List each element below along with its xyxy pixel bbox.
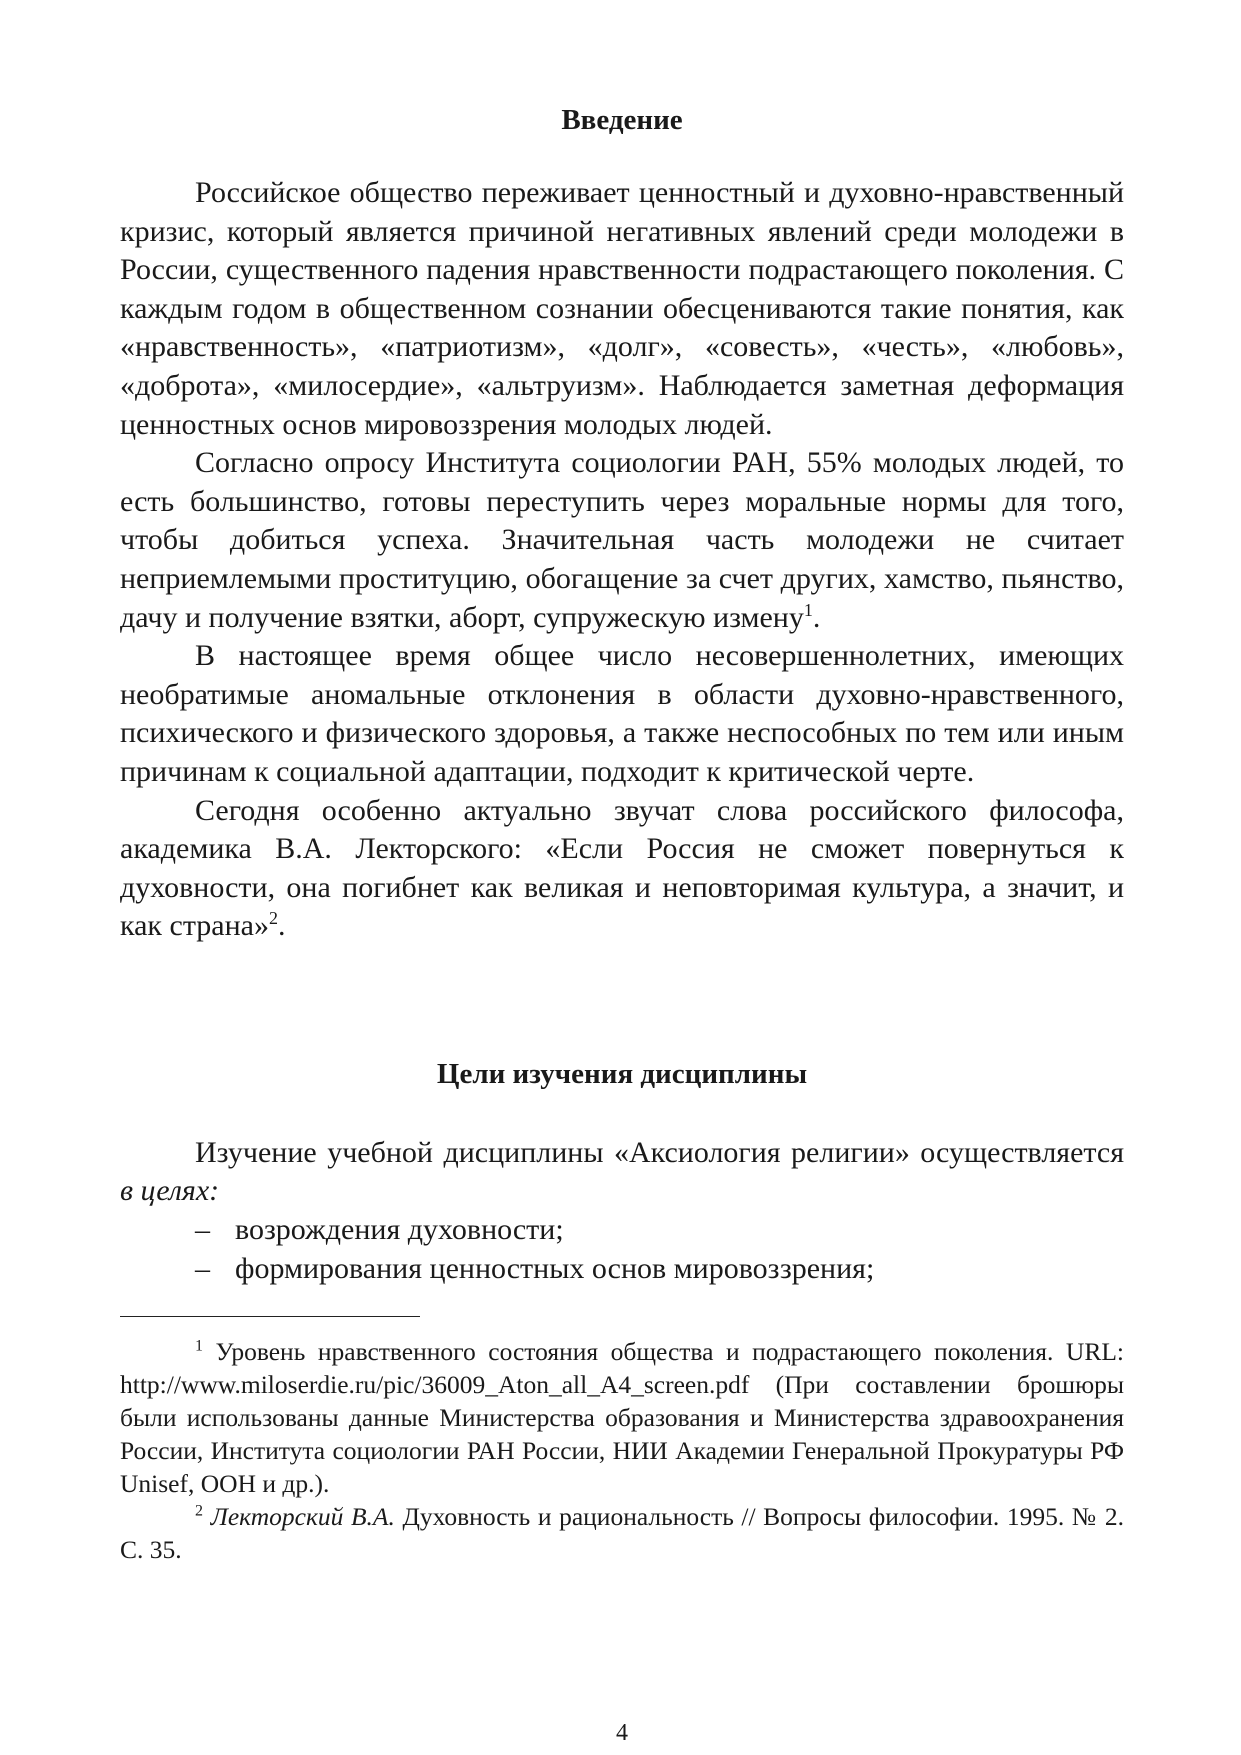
intro-paragraph-4-text: Сегодня особенно актуально звучат слова российского философа, академика В.А. Лекторского: «Если Россия не сможет повернуться к духовности, она погибнет как великая и неповторимая культура, а значит, и как страна» [120,793,1124,943]
list-item [120,1211,1124,1250]
goals-lead-text: Изучение учебной дисциплины «Аксиология религии» осуществляется [195,1135,1124,1169]
goals-body [120,1134,1124,1288]
intro-body [120,174,1124,946]
intro-paragraph-2 [120,444,1124,637]
footnote-ref-1[interactable]: 1 [803,599,813,620]
footnote-2-author: Лекторский В.А. [203,1502,395,1532]
footnote-1-text: Уровень нравственного состояния общества и подрастающего поколения. URL: http://www.miloserdie.ru/pic/36009_Aton_all_A4_screen.pdf (При составлении брошюры были использованы данные Министерства образования и Министерства здравоохранения России, Института социологии РАН России, НИИ Академии Генеральной Прокуратуры РФ Unisef, ООН и др.). [120,1337,1124,1499]
goals-lead [120,1134,1124,1211]
footnote-2-text: Духовность и рациональность // Вопросы философии. 1995. № 2. С. 35. [120,1502,1124,1565]
intro-paragraph-2-end: . [812,600,821,634]
intro-paragraph-4-end: . [278,909,286,943]
page [120,100,1124,1746]
dash-bullet-icon: – [195,1251,210,1285]
footnote-divider [120,1316,420,1317]
dash-bullet-icon: – [195,1213,210,1247]
intro-paragraph-4 [120,792,1124,946]
list-item [120,1250,1124,1289]
footnote-1 [120,1335,1124,1500]
footnote-2-mark: 2 [195,1502,203,1520]
footnotes [120,1335,1124,1566]
intro-heading: Введение [561,104,683,136]
footnote-ref-2[interactable]: 2 [269,908,278,929]
goals-lead-italic: в целях: [120,1174,220,1208]
intro-paragraph-3: В настоящее время общее число несовершеннолетних, имеющих необратимые аномальные отклонения в области духовно-нравственного, психического и физического здоровья, а также неспособных по тем или иным причинам к социальной адаптации, подходит к критической черте. [120,639,1124,788]
list-item-text: формирования ценностных основ мировоззрения; [235,1251,875,1285]
page-number: 4 [616,1720,628,1746]
list-item-text: возрождения духовности; [235,1213,564,1247]
section-spacer [120,946,1124,1054]
footnote-1-mark: 1 [195,1337,203,1355]
goals-heading: Цели изучения дисциплины [436,1057,808,1090]
intro-paragraph-1: Российское общество переживает ценностный и духовно-нравственный кризис, который является причиной негативных явлений среди молодежи в России, существенного падения нравственности подрастающего поколения. С каждым годом в общественном сознании обесцениваются такие понятия, как «нравственность», «патриотизм», «долг», «совесть», «честь», «любовь», «доброта», «милосердие», «альтруизм». Наблюдается заметная деформация ценностных основ мировоззрения молодых людей. [120,176,1124,441]
footnote-2 [120,1500,1124,1566]
goals-list [120,1211,1124,1288]
intro-paragraph-2-text: Согласно опросу Института социологии РАН, 55% молодых людей, то есть большинство, готовы переступить через моральные нормы для того, чтобы добиться успеха. Значительная часть молодежи не считает неприемлемыми проституцию, обогащение за счет других, хамство, пьянство, дачу и получение взятки, аборт, супружескую измену [120,446,1124,634]
